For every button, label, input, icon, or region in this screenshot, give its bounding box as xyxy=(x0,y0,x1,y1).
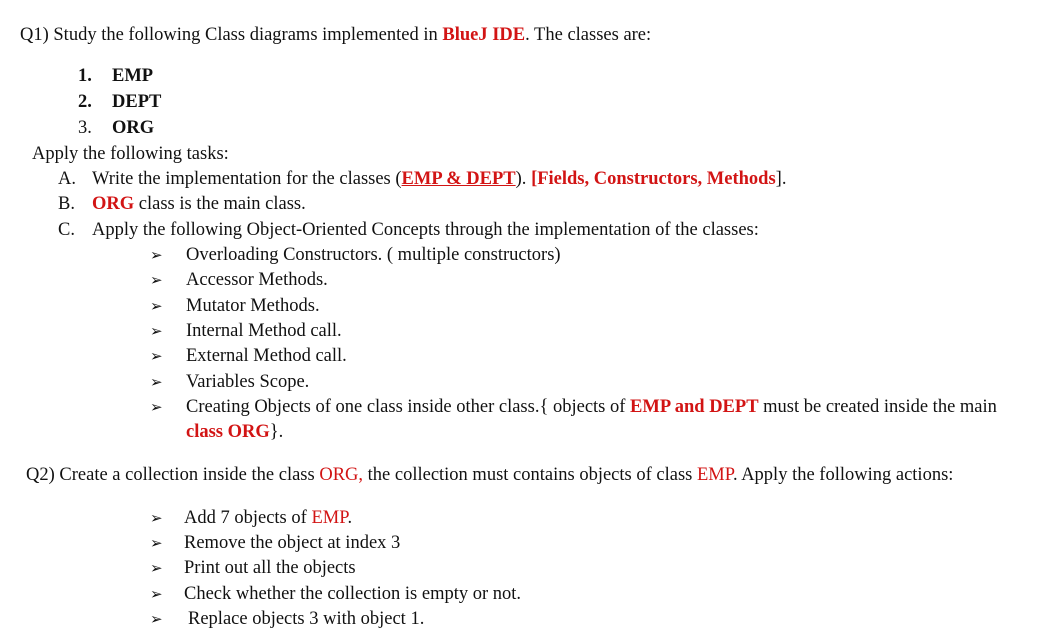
concept-item: External Method call. xyxy=(186,346,347,366)
bullet-arrow-icon: ➢ xyxy=(150,534,163,552)
action-item-add: Add 7 objects of EMP. xyxy=(184,508,353,528)
bullet-arrow-icon: ➢ xyxy=(150,297,163,315)
bullet-arrow-icon: ➢ xyxy=(150,347,163,365)
concept-item: Accessor Methods. xyxy=(186,270,328,290)
task-c: C. Apply the following Object-Oriented Concepts through the implementation of the classes: xyxy=(58,220,759,240)
concept-item: Mutator Methods. xyxy=(186,296,320,316)
action-item: Remove the object at index 3 xyxy=(184,533,401,553)
class-item-emp: 1. EMP xyxy=(78,66,154,86)
task-a: A. Write the implementation for the classes (EMP & DEPT). [Fields, Constructors, Methods]. xyxy=(58,169,787,189)
bullet-arrow-icon: ➢ xyxy=(150,246,163,264)
bullet-arrow-icon: ➢ xyxy=(150,559,163,577)
bullet-arrow-icon: ➢ xyxy=(150,509,163,527)
bullet-arrow-icon: ➢ xyxy=(150,373,163,391)
class-item-org: 3. ORG xyxy=(78,118,155,138)
q2-heading: Q2) Create a collection inside the class ORG, the collection must contains objects of class EMP. Apply the following actions: xyxy=(26,465,954,485)
bullet-arrow-icon: ➢ xyxy=(150,322,163,340)
bullet-arrow-icon: ➢ xyxy=(150,398,163,416)
action-item: Print out all the objects xyxy=(184,558,356,578)
concept-item-creating-objects: Creating Objects of one class inside other class.{ objects of EMP and DEPT must be created inside the main xyxy=(186,397,997,417)
task-b: B. ORG class is the main class. xyxy=(58,194,306,214)
bullet-arrow-icon: ➢ xyxy=(150,610,163,628)
apply-tasks-label: Apply the following tasks: xyxy=(32,144,229,164)
bullet-arrow-icon: ➢ xyxy=(150,271,163,289)
concept-item-continuation: class ORG}. xyxy=(186,422,284,442)
action-item: Check whether the collection is empty or not. xyxy=(184,584,522,604)
concept-item: Variables Scope. xyxy=(186,372,310,392)
bluej-ide-text: BlueJ IDE xyxy=(442,25,526,45)
bullet-arrow-icon: ➢ xyxy=(150,585,163,603)
concept-item: Internal Method call. xyxy=(186,321,342,341)
action-item: Replace objects 3 with object 1. xyxy=(188,609,425,629)
class-item-dept: 2. DEPT xyxy=(78,92,162,112)
q1-heading: Q1) Study the following Class diagrams implemented in BlueJ IDE. The classes are: xyxy=(20,25,652,45)
concept-item: Overloading Constructors. ( multiple constructors) xyxy=(186,245,561,265)
